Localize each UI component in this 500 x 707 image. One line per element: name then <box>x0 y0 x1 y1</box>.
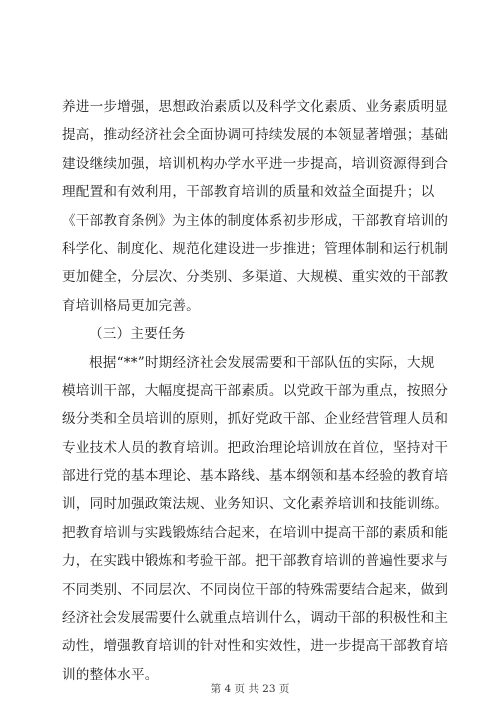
paragraph-2 <box>62 349 449 690</box>
text-line: 《干部教育条例》为主体的制度体系初步形成，干部教育培训的 <box>62 212 449 229</box>
section-heading: （三）主要任务 <box>89 326 186 343</box>
text-line: 经济社会发展需要什么就重点培训什么，调动干部的积极性和主 <box>62 610 449 627</box>
body-text <box>62 93 449 689</box>
text-line: 理配置和有效利用，干部教育培训的质量和效益全面提升；以 <box>62 184 435 201</box>
page-indicator: 第 4 页 共 23 页 <box>210 683 290 695</box>
text-line: 模培训干部，大幅度提高干部素质。以党政干部为重点，按照分 <box>62 382 449 399</box>
text-line: 力，在实践中锻炼和考验干部。把干部教育培训的普遍性要求与 <box>62 553 449 570</box>
text-line: 部进行党的基本理论、基本路线、基本纲领和基本经验的教育培 <box>62 468 449 485</box>
paragraph-1 <box>62 93 449 320</box>
text-line: 动性，增强教育培训的针对性和实效性，进一步提高干部教育培 <box>62 638 449 655</box>
text-line: 根据“**”时期经济社会发展需要和干部队伍的实际，大规 <box>89 354 435 371</box>
text-line: 养进一步增强，思想政治素质以及科学文化素质、业务素质明显 <box>62 99 449 115</box>
text-line: 训，同时加强政策法规、业务知识、文化素养培训和技能训练。 <box>62 496 449 513</box>
page-footer <box>0 681 500 696</box>
text-line: 建设继续加强，培训机构办学水平进一步提高，培训资源得到合 <box>62 155 449 172</box>
text-line: 把教育培训与实践锻炼结合起来，在培训中提高干部的素质和能 <box>62 524 449 541</box>
text-line: 专业技术人员的教育培训。把政治理论培训放在首位，坚持对干 <box>62 439 449 456</box>
text-line: 级分类和全员培训的原则，抓好党政干部、企业经营管理人员和 <box>62 411 449 428</box>
text-line: 更加健全，分层次、分类别、多渠道、大规模、重实效的干部教 <box>62 269 449 286</box>
text-line: 科学化、制度化、规范化建设进一步推进；管理体制和运行机制 <box>62 240 449 257</box>
text-line: 不同类别、不同层次、不同岗位干部的特殊需要结合起来，做到 <box>62 581 449 598</box>
text-line: 训的整体水平。 <box>62 666 159 683</box>
text-line: 育培训格局更加完善。 <box>62 297 200 314</box>
text-line: 提高，推动经济社会全面协调可持续发展的本领显著增强；基础 <box>62 127 449 144</box>
